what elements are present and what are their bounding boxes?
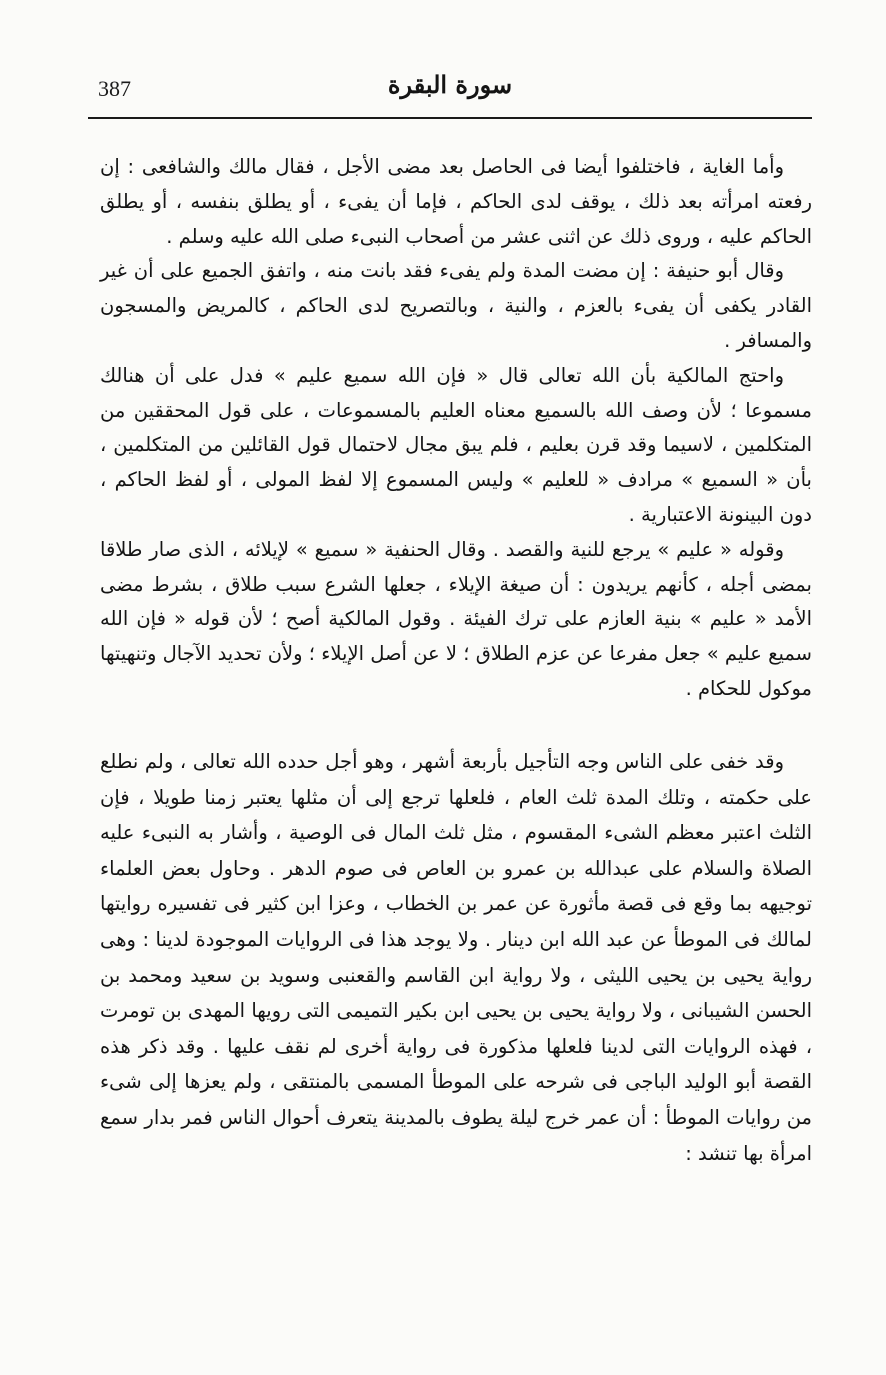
page-number: 387 — [98, 76, 131, 101]
paragraph: وقد خفى على الناس وجه التأجيل بأربعة أشهر ، وهو أجل حدده الله تعالى ، ولم نطلع على حكمته ، وتلك المدة ثلث العام ، فلعلها ترجع إلى أن مثلها يعتبر زمنا طويلا ، فإن الثلث اعتبر معظم الشىء المقسوم ، مثل ثلث المال فى الوصية ، وأشار به النبىء عليه الصلاة والسلام على عبدالله بن عمرو بن العاص فى صوم الدهر . وحاول بعض العلماء توجيهه بما وقع فى قصة مأثورة عن عمر بن الخطاب ، وعزا ابن كثير فى تفسيره روايتها لمالك فى الموطأ عن عبد الله ابن دينار . ولا يوجد هذا فى الروايات الموجودة لدينا : وهى رواية يحيى بن يحيى الليثى ، ولا رواية ابن القاسم والقعنبى وسويد بن سعيد ومحمد بن الحسن الشيبانى ، ولا رواية يحيى بن يحيى ابن بكير التميمى التى رويها المهدى بن تومرت ، فهذه الروايات التى لدينا فلعلها مذكورة فى رواية أخرى لم نقف عليها . وقد ذكر هذه القصة أبو الوليد الباجى فى شرحه على الموطأ المسمى بالمنتقى ، ولم يعزها إلى شىء من روايات الموطأ : أن عمر خرج ليلة يطوف بالمدينة يتعرف أحوال الناس فمر بدار سمع امرأة بها تنشد : — [100, 750, 812, 1165]
paragraph: وقال أبو حنيفة : إن مضت المدة ولم يفىء فقد بانت منه ، واتفق الجميع على أن غير القادر يكفى أن يفىء بالعزم ، والنية ، وبالتصريح لدى الحاكم ، كالمريض والمسجون والمسافر . — [100, 259, 812, 352]
text-block-lower — [100, 744, 812, 1171]
page-header — [92, 70, 808, 110]
paragraph: وأما الغاية ، فاختلفوا أيضا فى الحاصل بعد مضى الأجل ، فقال مالك والشافعى : إن رفعته امرأته بعد ذلك ، يوقف لدى الحاكم ، فإما أن يفىء ، أو يطلق بنفسه ، أو يطلق الحاكم عليه ، وروى ذلك عن اثنى عشر من أصحاب النبىء صلى الله عليه وسلم . — [100, 155, 812, 248]
paragraph: وقوله « عليم » يرجع للنية والقصد . وقال الحنفية « سميع » لإيلائه ، الذى صار طلاقا بمضى أجله ، كأنهم يريدون : أن صيغة الإيلاء ، جعلها الشرع سبب طلاق ، بشرط مضى الأمد « عليم » بنية العازم على ترك الفيئة . وقول المالكية أصح ؛ لأن قوله « فإن الله سميع عليم » جعل مفرعا عن عزم الطلاق ؛ لا عن أصل الإيلاء ؛ ولأن تحديد الآجال وتنهيتها موكول للحكام . — [100, 537, 812, 700]
paragraph: واحتج المالكية بأن الله تعالى قال « فإن الله سميع عليم » فدل على أن هنالك مسموعا ؛ لأن وصف الله بالسميع معناه العليم بالمسموعات ، على قول المحققين من المتكلمين ، لاسيما وقد قرن بعليم ، فلم يبق مجال لاحتمال قول القائلين من المتكلمين ، بأن « السميع » مرادف « للعليم » وليس المسموع إلا لفظ المولى ، أو لفظ الحاكم ، دون البينونة الاعتبارية . — [100, 363, 812, 526]
text-block-upper — [100, 150, 812, 707]
header-rule — [88, 117, 812, 119]
running-title: سورة البقرة — [387, 70, 513, 99]
